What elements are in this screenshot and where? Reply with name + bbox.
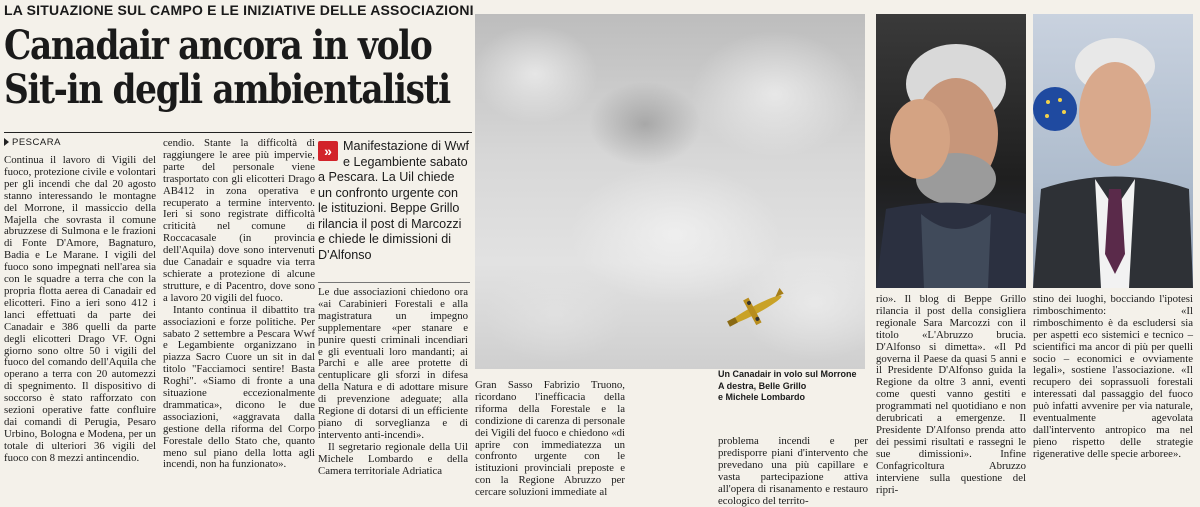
- triangle-icon: [4, 138, 9, 146]
- caption-line: A destra, Belle Grillo: [718, 380, 807, 391]
- paragraph: cendio. Stante la difficoltà di raggiungere le aree più impervie, parte del personale viene trasportato con gli elicotteri Drago AB412 in zona operativa e recuperato a termine intervento. Ieri si sono registrate difficoltà criticità nel comune di Roccacasale (in provincia dell'Aquila) dove sono intervenuti due Canadair e squadre via terra schierate a protezione di alcune strutture, e di Pacentro, dove sono a lavoro 20 vigili del fuoco.: [163, 137, 315, 304]
- portrait-photo-lombardo: [1033, 14, 1193, 288]
- headline: [4, 22, 450, 113]
- caption-line: e Michele Lombardo: [718, 392, 806, 402]
- article-column-3: [318, 287, 468, 491]
- portrait-figure: [1033, 14, 1193, 288]
- article-column-1: [4, 155, 156, 491]
- portrait-figure: [876, 14, 1026, 288]
- section-kicker: LA SITUAZIONE SUL CAMPO E LE INIZIATIVE DELLE ASSOCIAZIONI: [4, 2, 474, 18]
- photo-caption: [718, 369, 868, 404]
- dateline-text: PESCARA: [12, 137, 61, 148]
- summary-rule: [318, 282, 470, 283]
- canadair-photo: [475, 14, 865, 369]
- headline-line-2: Sit-in degli ambientalisti: [4, 66, 450, 113]
- headline-line-1: Canadair ancora in volo: [4, 22, 432, 69]
- headline-rule: [4, 132, 472, 133]
- paragraph: problema incendi e per predisporre piani d'intervento che prevedano una più capillare e vasta partecipazione attiva all'opera di risanamento e restauro ecologico del territo-: [718, 435, 868, 507]
- double-chevron-icon: »: [318, 141, 338, 161]
- article-column-2: [163, 138, 315, 491]
- article-column-5: [718, 435, 868, 507]
- paragraph: Gran Sasso Fabrizio Truono, ricordano l'inefficacia della riforma della Forestale e la condizione di carenza di personale dei Vigili del fuoco e chiedono «di aprire con immediatezza un confronto urgente con le istituzioni provinciali preposte e con la Regione Abruzzo per cercare soluzioni immediate al: [475, 379, 625, 499]
- article-column-6: [876, 293, 1026, 496]
- canadair-plane-icon: [475, 14, 865, 369]
- paragraph: Intanto continua il dibattito tra associazioni e forze politiche. Per sabato 2 settembre a Pescara Wwf e Legambiente organizzano in piazza Sacro Cuore un sit in dal titolo "Facciamoci sentire! Basta Roghi". «Siamo di fronte a una situazione eccezionalmente drammatica», dicono le due associazioni, «aggravata dalla gestione della riforma del Corpo Forestale dello Stato che, quanto meno sul piano della lotta agli incendi, non ha funzionato».: [163, 303, 315, 471]
- article-column-7: [1033, 294, 1193, 491]
- summary-box: [318, 139, 470, 263]
- dateline: [4, 137, 61, 148]
- paragraph: Continua il lavoro di Vigili del fuoco, protezione civile e volontari per gli incendi che dal 20 agosto stanno interessando le montagne del Morrone, il massiccio della Majella che sovrasta il comune abruzzese di Sulmona e le frazioni di Fonte D'Amore, Bagnaturo, Badia e Le Marane. I vigili del fuoco sono impegnati nell'area sia con le squadre a terra che con la propria flotta aerea di Canadair ed elicotteri. Fino a ieri sono 412 i lanci effettuati da parte dei Canadair e 386 quelli da parte degli elicotteri Drago VF. Ogni giorno sono oltre 50 i vigili del fuoco del comando dell'Aquila che operano a terra con 20 automezzi di spegnimento. Il dispositivo di soccorso è stato rafforzato con sezioni operative fatte confluire dai comandi di Perugia, Pesaro Urbino, Bologna e Modena, per un totale di ulteriori 36 vigili del fuoco con 8 mezzi antincendio.: [4, 154, 156, 464]
- summary-text: Manifestazione di Wwf e Legambiente sabato a Pescara. La Uil chiede un confronto urgente con le istituzioni. Beppe Grillo rilancia il post di Marcozzi e chiede le dimissioni di D'Alfonso: [318, 139, 469, 262]
- portrait-photo-grillo: [876, 14, 1026, 288]
- paragraph: Le due associazioni chiedono ora «ai Carabinieri Forestali e alla magistratura un impegno supplementare «per stanare e punire questi criminali incendiari e gli eventuali loro mandanti; ai Parchi e alle aree protette di centuplicare gli sforzi in difesa della Natura e di adottare misure di prevenzione adeguate; alla Regione di dotarsi di un efficiente piano di sorveglianza e di intervento anti-incendi».: [318, 286, 468, 441]
- caption-line: Un Canadair in volo sul Morrone: [718, 369, 857, 379]
- paragraph: rio». Il blog di Beppe Grillo rilancia il post della consigliera regionale Sara Marcozzi con il titolo «L'Abruzzo brucia. D'Alfonso si dimetta». «Il Pd governa il Paese da quasi 5 anni e il Presidente D'Alfonso guida la Regione da oltre 3 anni, eventi come questi vanno gestiti e programmati nel quotidiano e non derubricati a emergenze. Il Presidente D'Alfonso prenda atto dei pessimi risultati e rassegni le sue dimissioni». Infine Confagricoltura Abruzzo interviene sulla questione del ripri-: [876, 293, 1026, 496]
- paragraph: stino dei luoghi, bocciando l'ipotesi rimboschimento: «Il rimboschimento è da escludersi sia per aspetti eco sistemici e tecnico – scientifici ma ancor di più per quelli socio – economici e ovviamente legali», sostiene l'associazione. «Il recupero dei soprassuoli forestali interessati dal passaggio del fuoco può infatti avvenire per via naturale, eventualmente agevolata dall'intervento antropico ma nel pieno rispetto delle strategie rigenerative delle specie arboree».: [1033, 293, 1193, 460]
- paragraph: Il segretario regionale della Uil Michele Lombardo e della Camera territoriale Adriatica: [318, 440, 468, 477]
- article-column-4: [475, 379, 625, 499]
